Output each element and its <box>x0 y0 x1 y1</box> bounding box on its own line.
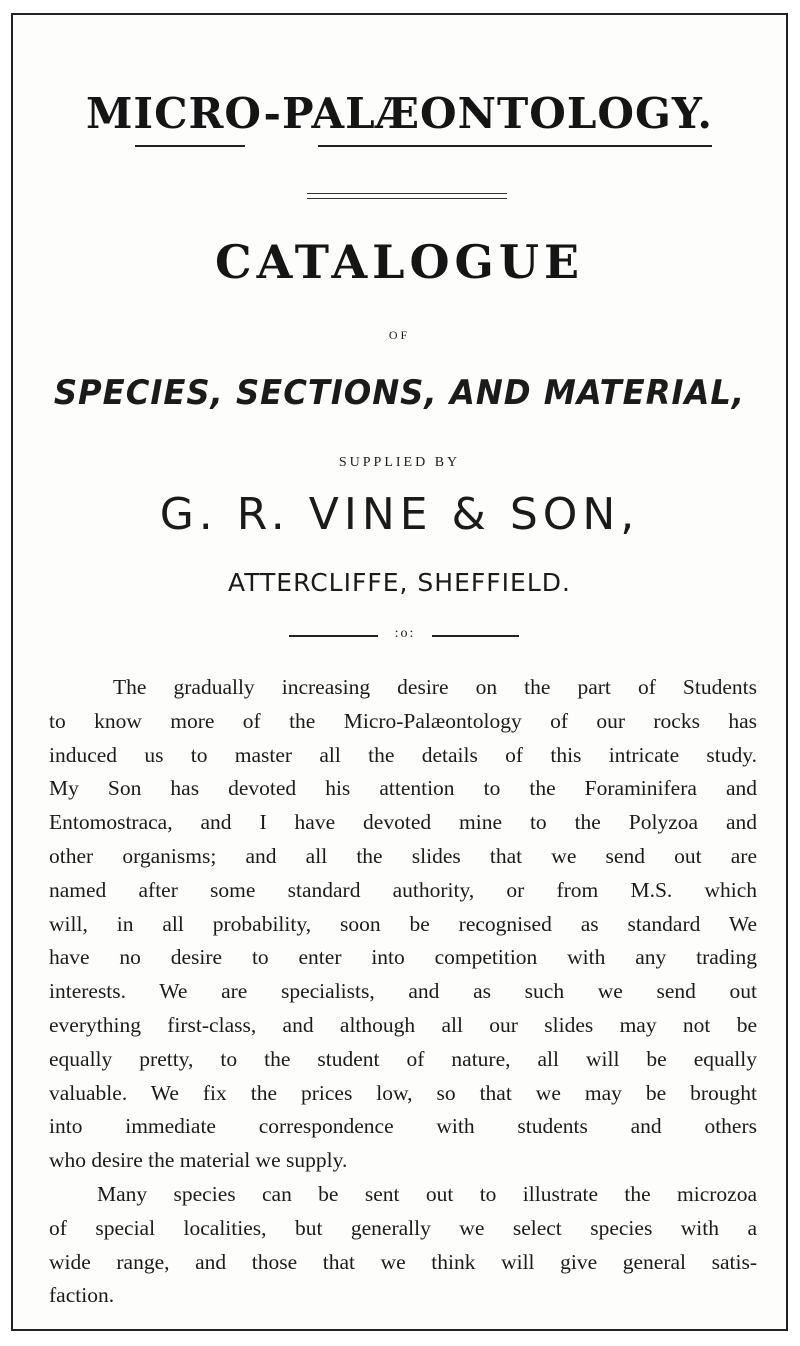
paragraph-line: into immediate correspondence with students and others <box>49 1114 757 1139</box>
paragraph-intro <box>49 671 757 1178</box>
paragraph-line: faction. <box>49 1283 115 1308</box>
of-label: OF <box>388 328 411 342</box>
catalogue-title: CATALOGUE <box>214 235 585 289</box>
catalogue-page <box>11 13 788 1331</box>
main-heading: MICRO-PALÆONTOLOGY. <box>85 89 714 138</box>
supplied-by-label: SUPPLIED BY <box>338 455 461 470</box>
supplier-name: G. R. VINE & SON, <box>159 489 640 540</box>
paragraph-line: valuable. We fix the prices low, so that we may be brought <box>49 1080 757 1105</box>
paragraph-line: other organisms; and all the slides that we send out are <box>49 843 757 868</box>
paragraph-line: The gradually increasing desire on the part of Students <box>113 675 757 699</box>
paragraph-line: will, in all probability, soon be recognised as standard We <box>49 911 757 936</box>
paragraph-line: everything first-class, and although all our slides may not be <box>49 1012 757 1037</box>
paragraph-line: wide range, and those that we think will give general satis- <box>49 1249 757 1274</box>
supplier-location: ATTERCLIFFE, SHEFFIELD. <box>228 568 571 597</box>
heading-underline-left <box>135 145 245 147</box>
subtitle: SPECIES, SECTIONS, AND MATERIAL, <box>53 373 746 413</box>
paragraph-line: interests. We are specialists, and as such we send out <box>49 979 757 1004</box>
paragraph-species <box>49 1178 757 1313</box>
double-rule <box>307 193 507 199</box>
paragraph-line: who desire the material we supply. <box>49 1148 348 1173</box>
paragraph-line: Many species can be sent out to illustrate the microzoa <box>97 1182 757 1206</box>
paragraph-line: My Son has devoted his attention to the Foraminifera and <box>49 776 757 801</box>
paragraph-line: induced us to master all the details of this intricate study. <box>49 742 757 767</box>
paragraph-line: have no desire to enter into competition with any trading <box>49 945 757 970</box>
paragraph-line: named after some standard authority, or from M.S. which <box>49 877 757 902</box>
paragraph-line: equally pretty, to the student of nature, all will be equally <box>49 1046 757 1071</box>
paragraph-line: to know more of the Micro-Palæontology of our rocks has <box>49 708 757 733</box>
paragraph-line: Entomostraca, and I have devoted mine to the Polyzoa and <box>49 810 757 835</box>
divider-ornament: :o: <box>378 626 432 642</box>
heading-underline-right <box>318 145 712 147</box>
paragraph-line: of special localities, but generally we select species with a <box>49 1215 757 1240</box>
